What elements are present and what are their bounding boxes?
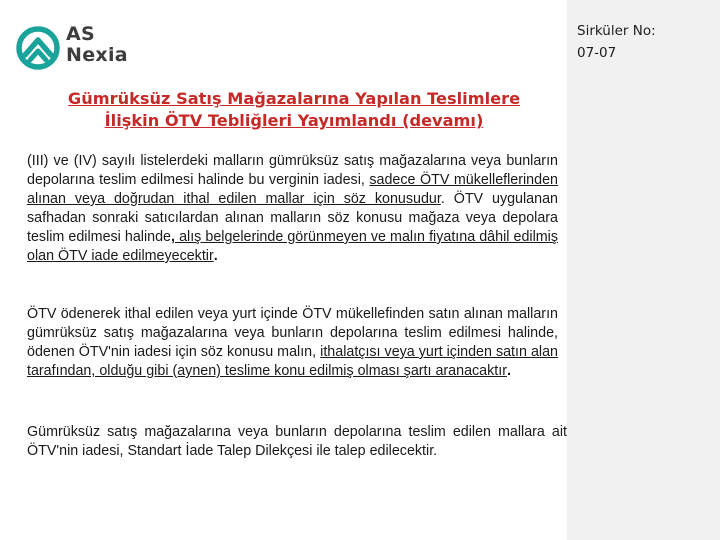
logo-wordmark — [66, 24, 128, 66]
logo-line-1: AS — [66, 23, 95, 45]
p1-underline-a: sadece ÖTV mükelleflerinden alınan veya doğrudan ithal edilen mallar için söz konusudur — [27, 172, 558, 207]
circular-number — [577, 20, 656, 64]
paragraph-3: Gümrüksüz satış mağazalarına veya bunların depolarına teslim edilen mallara ait ÖTV'nin iadesi, Standart İade Talep Dilekçesi ile talep edilecektir. — [27, 424, 567, 459]
paragraph-1 — [27, 152, 558, 266]
title-line-1: Gümrüksüz Satış Mağazalarına Yapılan Teslimlere — [67, 89, 521, 108]
p1-end: . — [213, 248, 218, 264]
logo-line-2: Nexia — [66, 44, 128, 66]
p1-text-b: . ÖTV uygulanan safhadan sonraki satıcılardan alınan malların söz konusu mağaza veya depolara teslim edilmesi halinde — [27, 191, 558, 245]
p1-underline-b: alış belgelerinde görünmeyen ve malın fiyatına dâhil edilmiş olan ÖTV iade edilmeyecektir — [27, 229, 558, 264]
p2-text-a: ÖTV ödenerek ithal edilen veya yurt içinde ÖTV mükellefinden satın alınan malların gümrüksüz satış mağazalarına veya bunların depolarına teslim edilmesi halinde, ödenen ÖTV'nin iadesi için söz konusu malın, — [27, 306, 558, 360]
p1-text-a: (III) ve (IV) sayılı listelerdeki malların gümrüksüz satış mağazalarına veya bunların depolarına teslim edilmesi halinde bu verginin iadesi, — [27, 153, 558, 188]
page-title — [24, 88, 564, 132]
p2-underline-a: ithalatçısı veya yurt içinden satın alan tarafından, olduğu gibi (aynen) teslime konu edilmiş olması şartı aranacaktır — [27, 344, 558, 379]
p1-comma: , — [171, 229, 175, 245]
circular-number-value: 07-07 — [577, 45, 617, 61]
right-sidebar — [567, 0, 720, 540]
as-nexia-logo — [16, 24, 136, 72]
nexia-logo-icon — [16, 26, 60, 70]
paragraph-2 — [27, 305, 558, 381]
title-line-2: İlişkin ÖTV Tebliğleri Yayımlandı (devamı) — [104, 111, 484, 130]
p2-end: . — [506, 363, 511, 379]
circular-label: Sirküler No: — [577, 23, 656, 39]
